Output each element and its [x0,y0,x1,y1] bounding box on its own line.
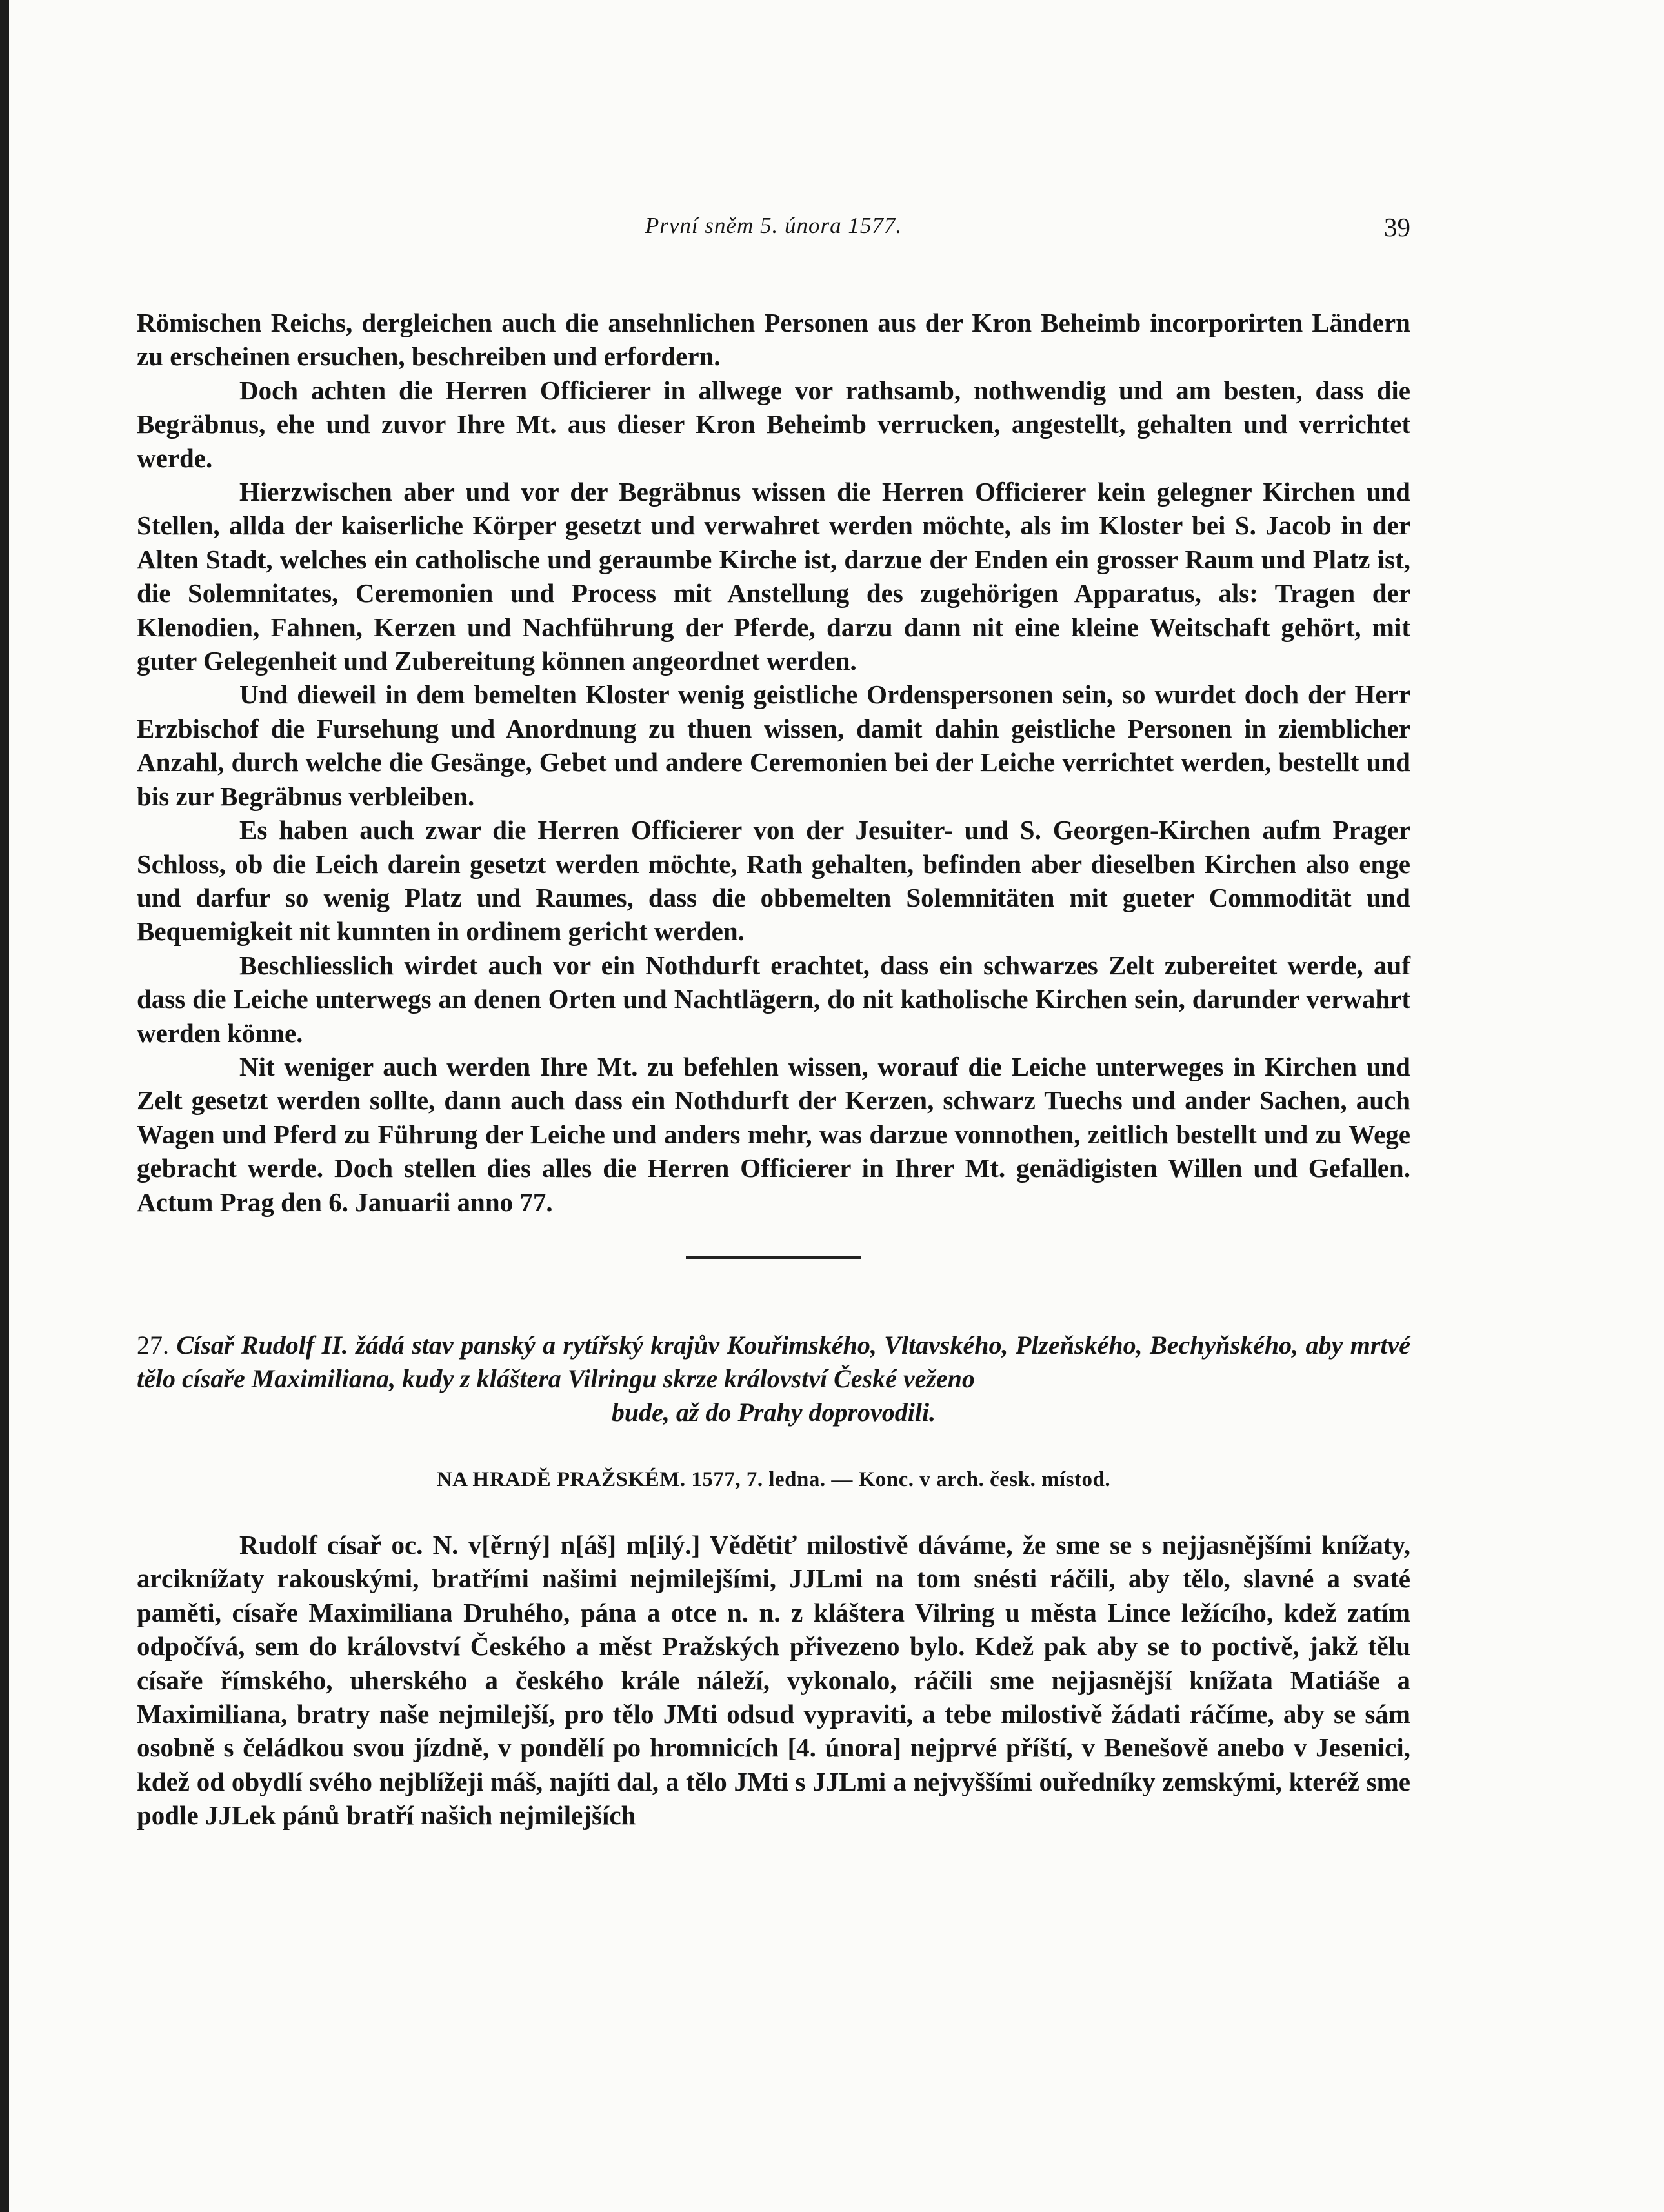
section-divider [686,1256,861,1259]
page-number: 39 [1384,212,1410,242]
document-text: Rudolf císař oc. N. v[ěrný] n[áš] m[ilý.] Vědětiť milostivě dáváme, že sme se s nejjasnějšími knížaty, arciknížaty rakouskými, bratřími našimi nejmilejšími, JJLmi na tom snésti ráčili, aby tělo, slavné a svaté paměti, císaře Maximiliana Druhého, pána a otce n. n. z kláštera Vilring u města Lince ležícího, kdež zatím odpočívá, sem do království Českého a měst Pražských přivezeno bylo. Kdež pak aby se to poctivě, jakž tělu císaře římského, uherského a českého krále náleží, vykonalo, ráčili sme nejjasnější knížata Matiáše a Maximiliana, bratry naše nejmilejší, pro tělo JMti odsud vypraviti, a tebe milostivě žádati ráčíme, aby se sám osobně s čeládkou svou jízdně, v pondělí po hromnicích [4. února] nejprvé příští, v Benešově anebo v Jesenici, kdež od obydlí svého nejblížeji máš, najíti dal, a tělo JMti s JJLmi a nejvyššími ouředníky zemskými, kteréž sme podle JJLek pánů bratří našich nejmilejších [137,1529,1410,1831]
document-title: Císař Rudolf II. žádá stav panský a rytířský krajův Kouřimského, Vltavského, Plzeňského, Bechyňského, aby mrtvé tělo císaře Maximiliana, kudy z kláštera Vilringu skrze království České veženo [137,1330,1411,1393]
body-text [137,306,1410,1219]
paragraph: Und dieweil in dem bemelten Kloster wenig geistliche Ordenspersonen sein, so wurdet doch der Herr Erzbischof die Fursehung und Anordnung zu thuen wissen, damit dahin geistliche Personen in ziemblicher Anzahl, durch welche die Gesänge, Gebet und andere Ceremonien bei der Leiche verrichtet werden, bestellt und bis zur Begräbnus verbleiben. [137,679,1410,811]
running-title: První sněm 5. února 1577. [645,213,903,238]
document-page [9,0,1664,2212]
paragraph: Beschliesslich wirdet auch vor ein Nothdurft erachtet, dass ein schwarzes Zelt zubereitet werde, auf dass die Leiche unterwegs an denen Orten und Nachtlägern, do nit katholische Kirchen sein, darunder verwahrt werden könne. [137,950,1410,1048]
document-source: NA HRADĚ PRAŽSKÉM. 1577, 7. ledna. — Konc. v arch. česk. místod. [436,1467,1111,1491]
text-column [137,213,1410,1833]
paragraph: Doch achten die Herren Officierer in allwege vor rathsamb, nothwendig und am besten, dass die Begräbnus, ehe und zuvor Ihre Mt. aus dieser Kron Beheimb verrucken, angestellt, gehalten und verrichtet werde. [137,375,1410,473]
document-title-end: bude, až do Prahy doprovodili. [611,1397,936,1427]
paragraph: Römischen Reichs, dergleichen auch die ansehnlichen Personen aus der Kron Beheimb incorporirten Ländern zu erscheinen ersuchen, beschreiben und erfordern. [137,308,1410,372]
paragraph: Es haben auch zwar die Herren Officierer von der Jesuiter- und S. Georgen-Kirchen aufm Prager Schloss, ob die Leich darein gesetzt werden möchte, Rath gehalten, befinden aber dieselben Kirchen also enge und darfur so wenig Platz und Raumes, dass die obbemelten Solemnitäten mit gueter Commodität und Bequemigkeit nit kunnten in ordinem gericht werden. [137,815,1410,947]
document-number: 27. [137,1330,169,1360]
paragraph: Nit weniger auch werden Ihre Mt. zu befehlen wissen, worauf die Leiche unterweges in Kirchen und Zelt gesetzt werden sollte, dann auch dass ein Nothdurft der Kerzen, schwarz Tuechs und ander Sachen, auch Wagen und Pferd zu Führung der Leiche und anders mehr, was darzue vonnothen, zeitlich bestellt und zu Wege gebracht werde. Doch stellen dies alles die Herren Officierer in Ihrer Mt. genädigisten Willen und Gefallen. Actum Prag den 6. Januarii anno 77. [137,1051,1410,1217]
running-header [137,213,1410,252]
paragraph: Hierzwischen aber und vor der Begräbnus wissen die Herren Officierer kein gelegner Kirchen und Stellen, allda der kaiserliche Körper gesetzt und verwahret werden möchte, als im Kloster bei S. Jacob in der Alten Stadt, welches ein catholische und geraumbe Kirche ist, darzue der Enden ein grosser Raum und Platz ist, die Solemnitates, Ceremonien und Process mit Anstellung des zugehörigen Apparatus, als: Tragen der Klenodien, Fahnen, Kerzen und Nachführung der Pferde, darzu dann nit eine kleine Weitschaft gehört, mit guter Gelegenheit und Zubereitung können angeordnet werden. [137,477,1410,676]
document-heading [137,1329,1410,1429]
